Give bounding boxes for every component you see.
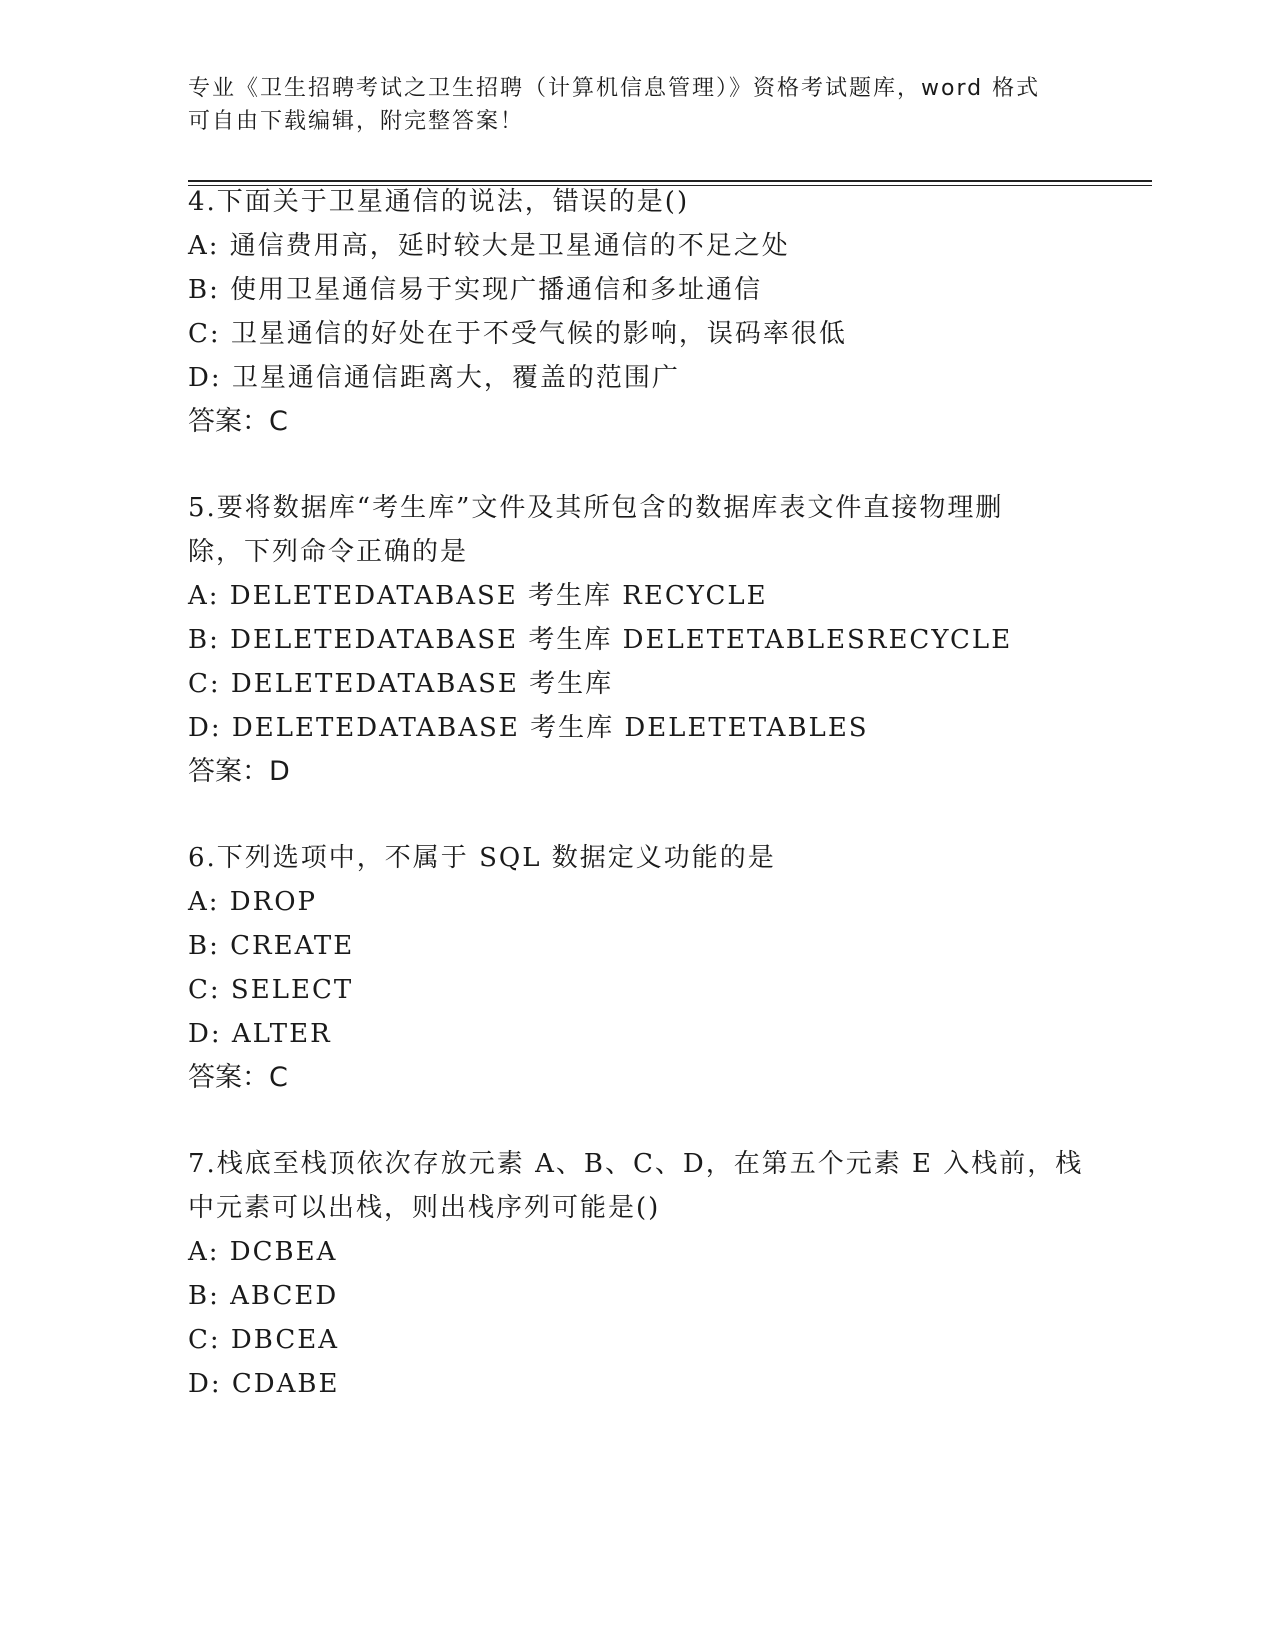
- question-6-option-a: A: DROP: [188, 887, 318, 917]
- question-7-option-d: D: CDABE: [188, 1369, 340, 1399]
- header-line-2: 可自由下载编辑，附完整答案！: [188, 109, 525, 134]
- question-4-text: 4.下面关于卫星通信的说法，错误的是(): [188, 187, 690, 217]
- header-divider-thick: [188, 180, 1152, 182]
- question-7-option-a: A: DCBEA: [188, 1237, 338, 1267]
- question-5-option-b: B: DELETEDATABASE 考生库 DELETETABLESRECYCLE: [188, 625, 1013, 655]
- question-5-text-line-2: 除，下列命令正确的是: [188, 537, 469, 567]
- header-line-1: 专业《卫生招聘考试之卫生招聘（计算机信息管理）》资格考试题库，word 格式: [188, 76, 1041, 101]
- question-5-option-c: C: DELETEDATABASE 考生库: [188, 669, 614, 699]
- question-6-answer: 答案：C: [188, 1062, 288, 1093]
- question-4-answer: 答案：C: [188, 406, 288, 437]
- question-7-text-line-2: 中元素可以出栈，则出栈序列可能是(): [188, 1193, 661, 1223]
- question-5-option-d: D: DELETEDATABASE 考生库 DELETETABLES: [188, 713, 869, 743]
- question-6-text: 6.下列选项中，不属于 SQL 数据定义功能的是: [188, 843, 776, 873]
- question-6-option-d: D: ALTER: [188, 1019, 332, 1049]
- question-4-option-a: A: 通信费用高，延时较大是卫星通信的不足之处: [188, 231, 790, 261]
- question-7-option-b: B: ABCED: [188, 1281, 339, 1311]
- question-5-answer: 答案：D: [188, 756, 290, 787]
- question-7-option-c: C: DBCEA: [188, 1325, 340, 1355]
- question-4-option-b: B: 使用卫星通信易于实现广播通信和多址通信: [188, 275, 763, 305]
- question-5-option-a: A: DELETEDATABASE 考生库 RECYCLE: [188, 581, 768, 611]
- question-4-option-c: C: 卫星通信的好处在于不受气候的影响，误码率很低: [188, 319, 847, 349]
- question-5-text-line-1: 5.要将数据库“考生库”文件及其所包含的数据库表文件直接物理删: [188, 493, 1004, 523]
- question-6-option-b: B: CREATE: [188, 931, 355, 961]
- question-6-option-c: C: SELECT: [188, 975, 354, 1005]
- question-7-text-line-1: 7.栈底至栈顶依次存放元素 A、B、C、D，在第五个元素 E 入栈前，栈: [188, 1149, 1084, 1179]
- question-4-option-d: D: 卫星通信通信距离大，覆盖的范围广: [188, 363, 680, 393]
- document-header: [188, 72, 1088, 138]
